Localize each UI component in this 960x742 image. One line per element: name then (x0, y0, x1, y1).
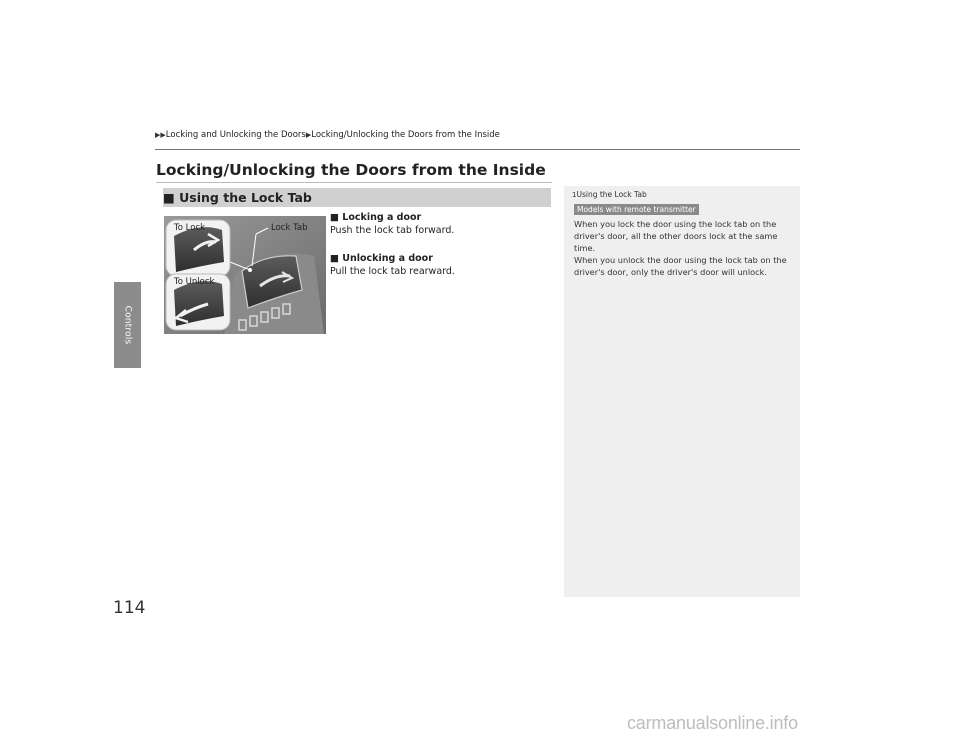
side-note-title (572, 190, 647, 199)
side-note-title-text: Using the Lock Tab (576, 190, 647, 199)
note-line: driver's door, only the driver's door will unlock. (574, 267, 767, 277)
side-note-body (574, 218, 796, 278)
note-line: time. (574, 243, 596, 253)
note-line: When you lock the door using the lock tab on the (574, 219, 777, 229)
figure-label-to-lock: To Lock (174, 223, 206, 233)
entry-body-lock: Push the lock tab forward. (330, 225, 455, 236)
note-line: driver's door, all the other doors lock at the same (574, 231, 778, 241)
entry-body-unlock: Pull the lock tab rearward. (330, 266, 455, 277)
note-line: When you unlock the door using the lock tab on the (574, 255, 787, 265)
breadcrumb-arrow-icon: ▶ (305, 131, 312, 139)
figure-label-to-unlock: To Unlock (174, 277, 215, 287)
section-heading-bar (163, 188, 551, 207)
door-panel-illustration (164, 216, 326, 334)
side-tab-label-wrap (114, 282, 141, 368)
breadcrumb (155, 130, 500, 140)
note-icon: 1 (572, 191, 577, 199)
page-title: Locking/Unlocking the Doors from the Inside (156, 161, 546, 179)
instruction-list (330, 211, 550, 293)
header-divider (155, 149, 800, 150)
watermark: carmanualsonline.info (627, 713, 798, 733)
breadcrumb-arrow-icon: ▶▶ (155, 131, 166, 139)
side-tab-label: Controls (122, 305, 133, 345)
side-tab-top (114, 0, 141, 282)
lock-tab-figure (164, 216, 326, 334)
title-divider (156, 182, 552, 183)
entry-heading-unlock: ■ Unlocking a door (330, 253, 433, 264)
page-number: 114 (113, 598, 146, 618)
figure-label-lock-tab: Lock Tab (271, 223, 308, 233)
breadcrumb-item-2[interactable]: Locking/Unlocking the Doors from the Inside (311, 130, 500, 140)
breadcrumb-item-1[interactable]: Locking and Unlocking the Doors (165, 130, 306, 140)
entry-heading-lock: ■ Locking a door (330, 212, 422, 223)
section-heading: ■ Using the Lock Tab (163, 190, 312, 205)
model-badge: Models with remote transmitter (574, 204, 699, 215)
